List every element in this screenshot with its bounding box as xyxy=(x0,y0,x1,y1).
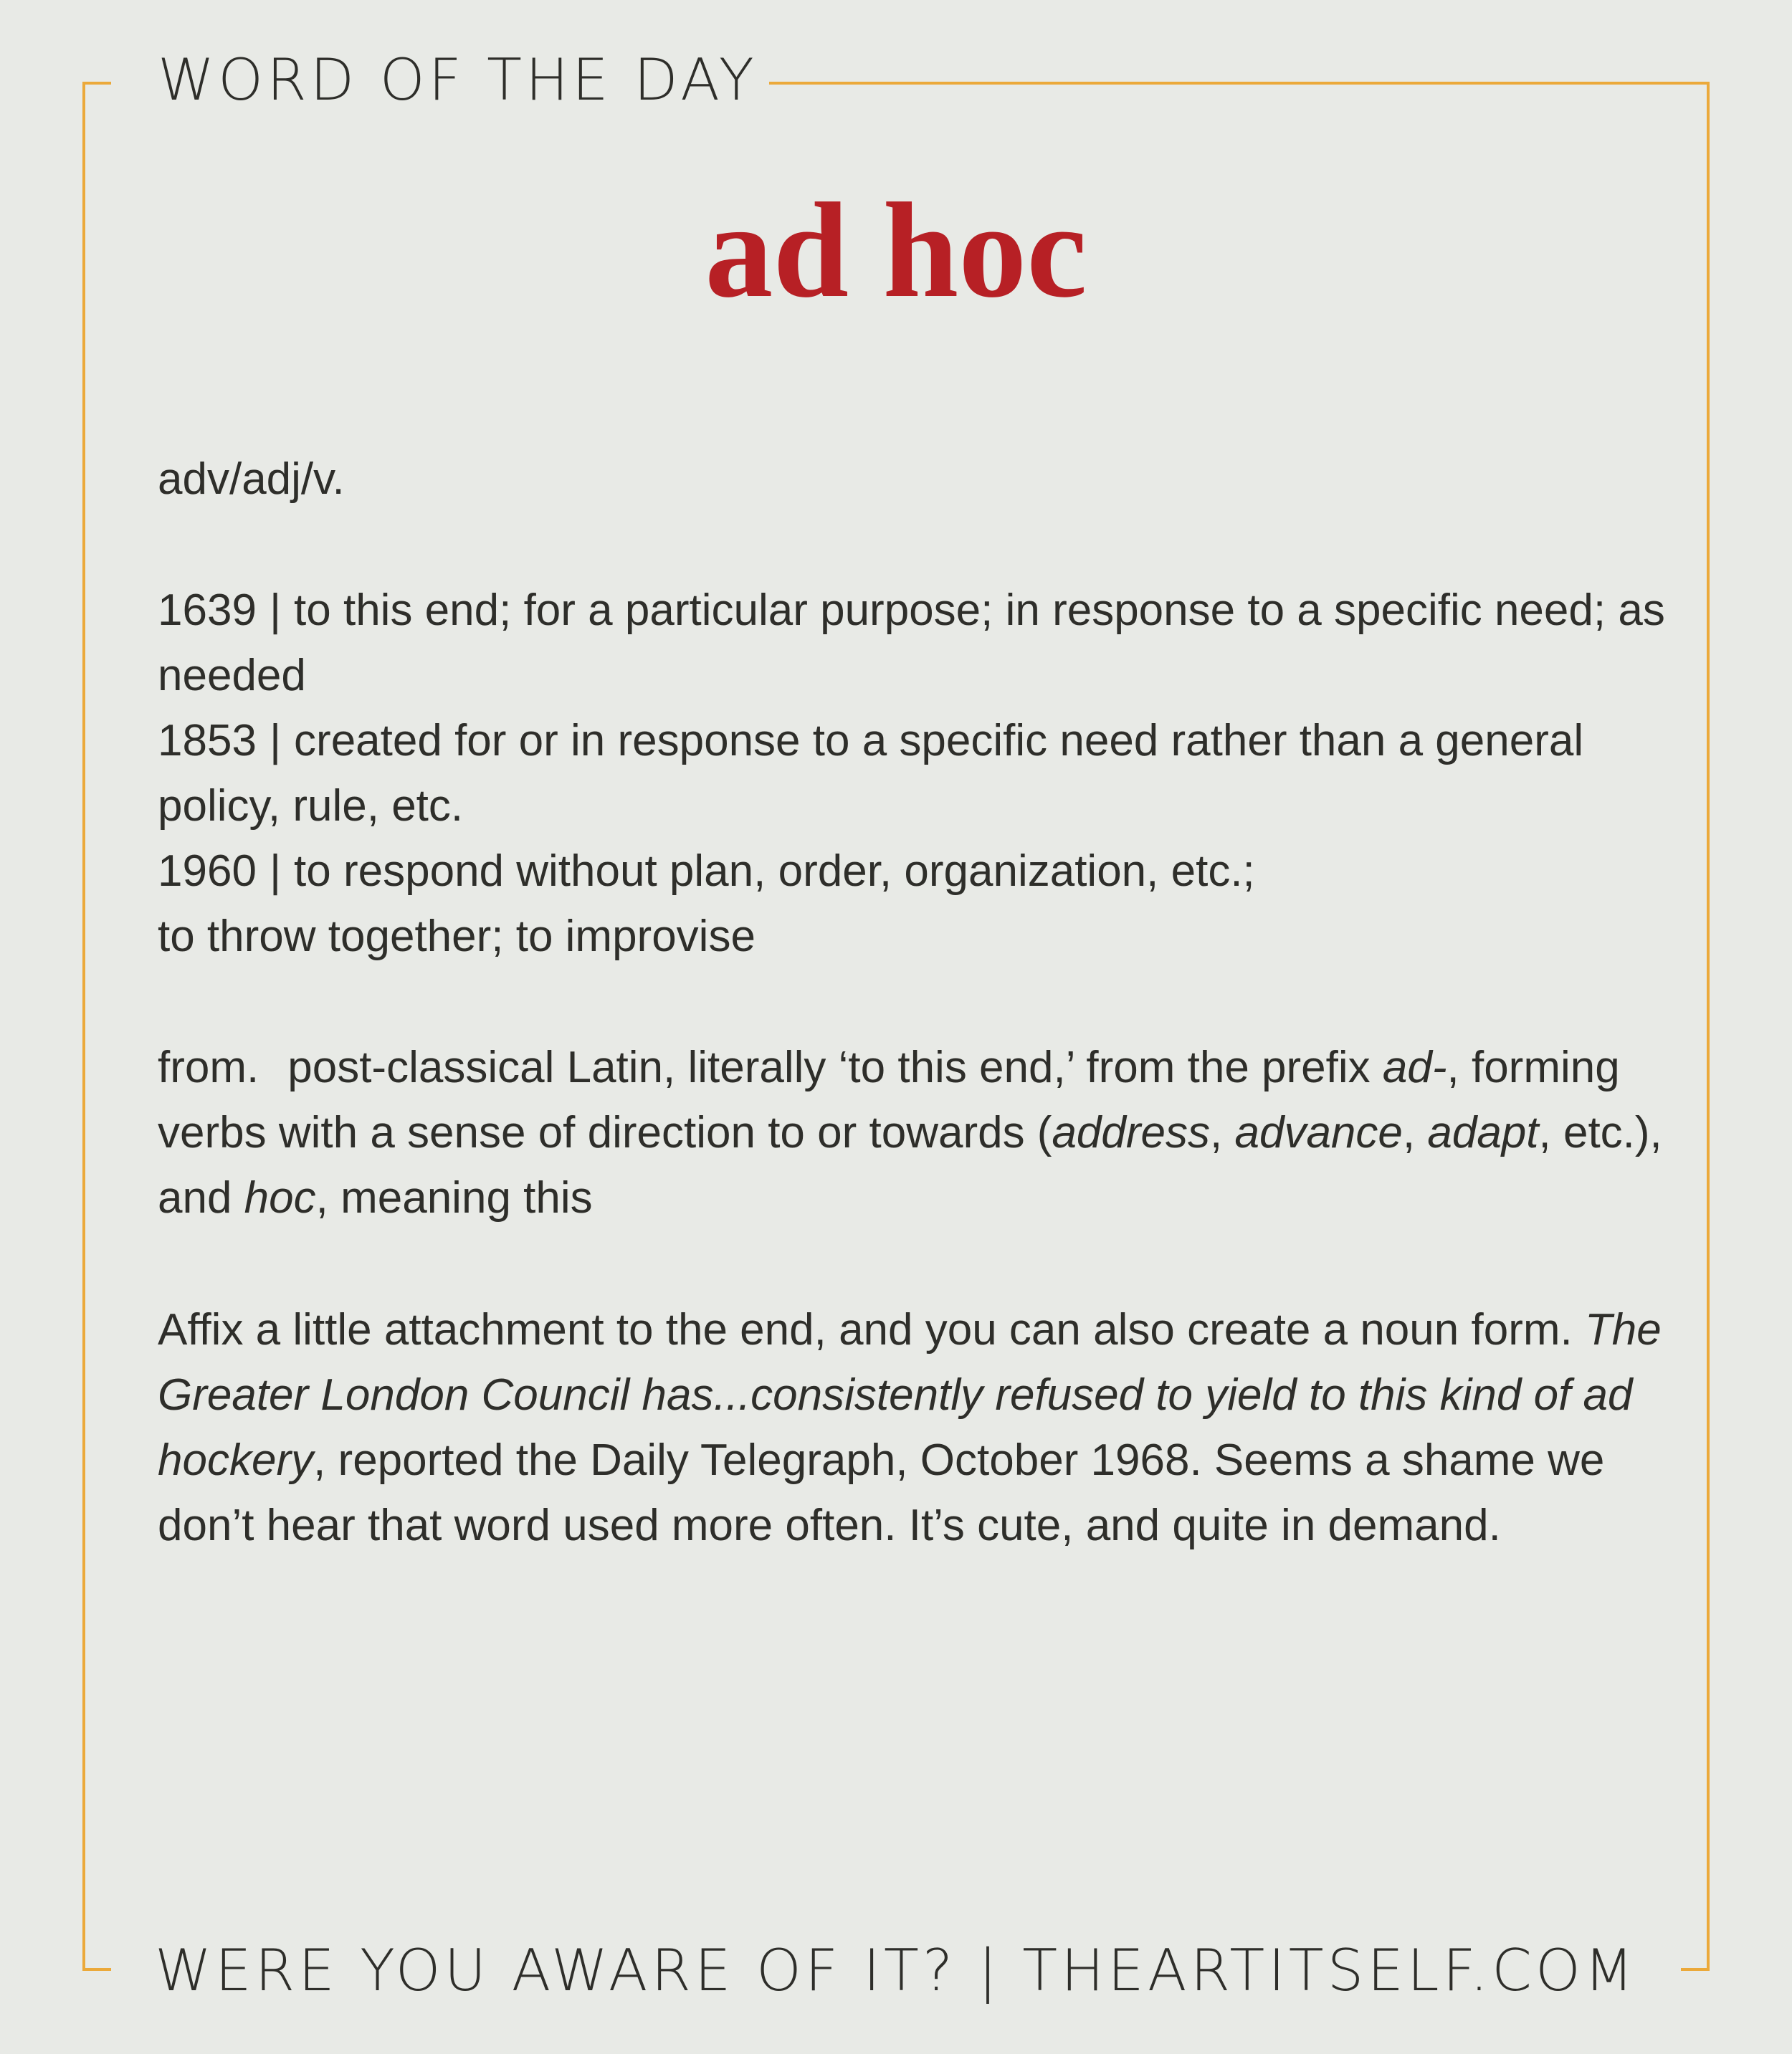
frame-top-left-segment xyxy=(82,82,111,85)
definition-separator: | xyxy=(269,846,282,896)
etymology-text: , etc.), and xyxy=(158,1108,1662,1223)
footer xyxy=(0,1935,1792,2007)
part-of-speech: adv/adj/v. xyxy=(158,454,345,504)
etymology-text: post-classical Latin, literally ‘to this end,’ from the prefix xyxy=(287,1043,1383,1092)
definition-year: 1960 xyxy=(158,846,257,896)
section-label: WORD OF THE DAY xyxy=(158,47,758,113)
etymology xyxy=(158,1035,1677,1231)
footer-divider: | xyxy=(978,1937,1001,2004)
definition-separator: | xyxy=(269,716,282,765)
definition-text: created for or in response to a specific need rather than a general policy, rule, etc. xyxy=(158,716,1584,831)
etymology-label: from. xyxy=(158,1043,259,1092)
headword: ad hoc xyxy=(705,176,1087,326)
definitions-list xyxy=(158,578,1677,969)
definition-item xyxy=(158,839,1677,969)
definition-separator: | xyxy=(269,586,282,635)
etymology-italic-term: ad- xyxy=(1382,1043,1447,1092)
footer-question: WERE YOU AWARE OF IT? xyxy=(154,1937,957,2004)
etymology-text: , xyxy=(1210,1108,1235,1157)
definition-text-continued: to throw together; to improvise xyxy=(158,912,756,961)
definition-year: 1639 xyxy=(158,586,257,635)
frame-top-right-segment xyxy=(769,82,1710,85)
frame-left-border xyxy=(82,82,85,1971)
etymology-text: , xyxy=(1402,1108,1428,1157)
usage-note xyxy=(158,1297,1677,1558)
etymology-italic-term: adapt xyxy=(1427,1108,1539,1157)
etymology-italic-term: hoc xyxy=(244,1173,316,1223)
usage-note-text: Affix a little attachment to the end, and you can also create a noun form. xyxy=(158,1305,1585,1355)
usage-note-text: , reported the Daily Telegraph, October 1968. Seems a shame we don’t hear that word used more often. It’s cute, and quite in demand. xyxy=(158,1436,1605,1550)
footer-site-link[interactable]: THEARTITSELF.COM xyxy=(1022,1937,1638,2004)
definition-item xyxy=(158,708,1677,839)
etymology-text: , meaning this xyxy=(315,1173,593,1223)
definition-item xyxy=(158,578,1677,708)
etymology-italic-term: address xyxy=(1052,1108,1211,1157)
etymology-text: , forming verbs with a sense of direction to or towards ( xyxy=(158,1043,1620,1157)
definition-year: 1853 xyxy=(158,716,257,765)
frame-right-border xyxy=(1707,82,1710,1971)
usage-note-quote: The Greater London Council has...consistently refused to yield to this kind of ad hockery xyxy=(158,1305,1662,1485)
definition-text: to respond without plan, order, organization, etc.; xyxy=(294,846,1255,896)
definition-text: to this end; for a particular purpose; in response to a specific need; as needed xyxy=(158,586,1665,700)
etymology-italic-term: advance xyxy=(1234,1108,1403,1157)
